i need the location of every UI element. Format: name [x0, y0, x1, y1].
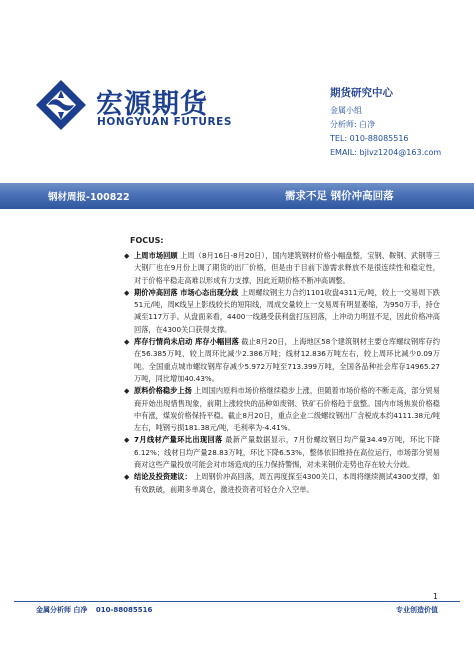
- research-center: 期货研究中心: [330, 87, 393, 99]
- team-name: 金属小组: [330, 106, 362, 115]
- focus-item-text: 上周（8月16日-8月20日），国内建筑钢材价格小幅盘整，宝钢、鞍钢、武钢等三大钢厂也在9月份上调了期货的出厂价格，但是由于目前下游需求释放不是很连续性和稳定性，对于价格平稳走高难以形成有力支撑，因此近期价格不断冲高调整。: [134, 251, 440, 285]
- diamond-bullet-icon: ◆: [124, 252, 130, 260]
- focus-item-lead: 库存行情尚未启动 库存小幅回落: [134, 337, 239, 347]
- focus-item: [124, 434, 440, 471]
- focus-item: [124, 287, 440, 336]
- report-title: 需求不足 钢价冲高回落: [285, 190, 394, 202]
- focus-item-text: 上周钢价冲高回落，周五再度探至4300关口，本周将继续测试4300支撑，如有效跌破，前期多单离仓，激进投资者可轻仓介入空单。: [134, 472, 440, 494]
- hongyuan-logo-icon: [34, 78, 88, 132]
- footer-analyst-tel: 010-88085516: [95, 606, 153, 614]
- focus-item-lead: 结论及投资建议：: [134, 472, 192, 482]
- focus-list: [124, 250, 440, 496]
- contact-email: EMAIL: bjlvz1204@163.com: [330, 148, 442, 157]
- focus-item-text: 最新产量数据显示，7月份螺纹钢日均产量34.49万吨，环比下降6.12%；线材日均产量28.83万吨，环比下降6.53%，整体依旧维持在高位运行，市场部分贸易商对这些产量投放可能会对市场造成的压力保持警惕，对未来钢价走势也存在较大分歧。: [134, 435, 440, 470]
- focus-item-lead: 上周市场回顾: [134, 251, 178, 260]
- focus-item: [124, 471, 440, 496]
- brand-name-en: HONGYUAN FUTURES: [97, 116, 233, 128]
- brand-logo: [34, 78, 264, 132]
- brand-name-cn: 宏源期货: [96, 89, 208, 120]
- footer-analyst: [36, 605, 158, 615]
- focus-item-lead: 7月线材产量环比出现回落: [134, 435, 223, 445]
- focus-item: [124, 336, 440, 385]
- analyst-name: 分析师: 白净: [330, 120, 376, 129]
- focus-item-text: 上周国内原料市场价格继续稳步上涨，但随着市场价格的不断走高，部分贸易商开始出现惜售现象，前期上涨较快的品种如废钢、铁矿石价格趋于盘整。国内市场焦炭价格稳中有涨，煤炭价格保持平稳。截止8月20日，重点企业二级螺纹钢出厂含税成本约4111.38元/吨左右，吨钢亏损181.38元/吨，毛利率为-4.41%。: [134, 386, 440, 433]
- title-band: [0, 183, 474, 209]
- contact-tel: TEL: 010-88085516: [330, 134, 409, 143]
- focus-item-lead: 原料价格稳步上扬: [134, 386, 192, 396]
- diamond-bullet-icon: ◆: [124, 288, 130, 297]
- footer-divider: [14, 601, 460, 602]
- footer-analyst-name: 金属分析师 白净: [36, 606, 88, 614]
- diamond-bullet-icon: ◆: [124, 473, 130, 482]
- footer-slogan: 专业创造价值: [396, 606, 438, 614]
- focus-label: FOCUS:: [130, 236, 164, 245]
- focus-item-lead: 期价冲高回落 市场心态出现分歧: [134, 287, 239, 297]
- focus-item-text: 上周螺纹钢主力合约1101收盘4311元/吨，较上一交易周下跌51元/吨，周K线呈上影线较长的短阳线，周成交量较上一交易周有明显萎缩，为950万手，持仓减至117万手。从盘面来看，4400一线遇受获利盘打压回落，上冲动力明显不足，因此价格冲高回落，在4300关口获得支撑。: [134, 287, 440, 334]
- contact-block: [330, 86, 470, 160]
- diamond-bullet-icon: ◆: [124, 338, 130, 347]
- diamond-bullet-icon: ◆: [124, 436, 130, 445]
- page-number: 1: [432, 592, 438, 601]
- report-label: 钢材周报-100822: [48, 192, 130, 203]
- focus-item-text: 截止8月20日，上海地区58个建筑钢材主要仓库螺纹钢库存约在56.385万吨，较上周环比减少2.386万吨；线材12.836万吨左右，较上周环比减少0.09万吨。全国重点城市螺纹钢库存减少5.972万吨至713.399万吨，全国各品种社会库存14965.27万吨，同比增加40.43%。: [134, 337, 440, 383]
- focus-item: [124, 250, 440, 287]
- diamond-bullet-icon: ◆: [124, 387, 130, 396]
- focus-item: [124, 385, 440, 434]
